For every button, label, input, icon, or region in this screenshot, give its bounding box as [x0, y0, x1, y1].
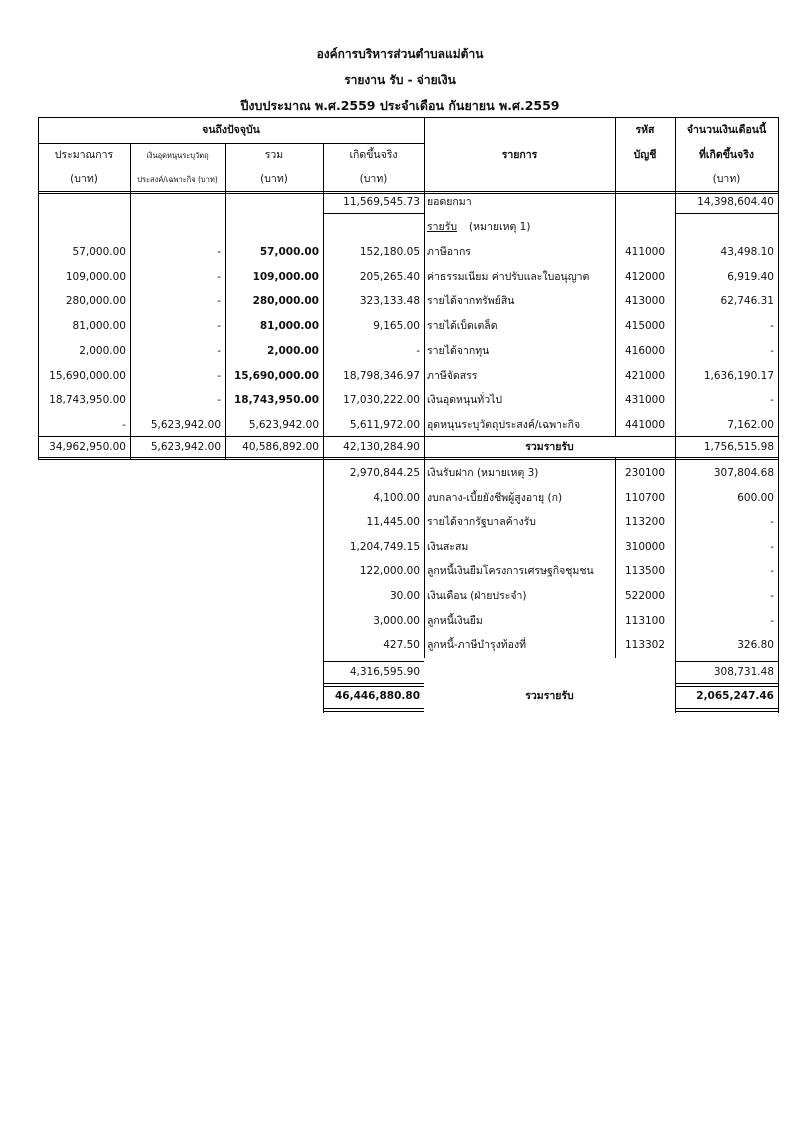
other-code: 110700: [624, 492, 666, 504]
income-item: ภาษีอากร: [427, 246, 471, 258]
income-item: รายได้จากทรัพย์สิน: [427, 295, 515, 307]
row-rule: [38, 457, 778, 458]
total-item: รวมรายรับ: [525, 441, 574, 453]
row-rule: [323, 661, 424, 662]
carry-actual: 11,569,545.73: [343, 196, 420, 208]
other-item: ลูกหนี้เงินยืมโครงการเศรษฐกิจชุมชน: [427, 565, 594, 577]
income-actual: 205,265.40: [359, 271, 420, 283]
income-month: -: [770, 320, 774, 332]
income-estimate: 15,690,000.00: [49, 370, 126, 382]
income-subsidy: -: [217, 271, 221, 283]
row-rule: [38, 143, 424, 144]
row-rule: [323, 683, 424, 684]
other-actual: 1,204,749.15: [349, 541, 420, 553]
grand-total-item: รวมรายรับ: [525, 690, 574, 702]
column-rule: [130, 143, 131, 460]
header-code: รหัส: [635, 124, 655, 136]
column-rule: [778, 117, 779, 460]
grand-total-month: 2,065,247.46: [696, 690, 774, 702]
total-subsidy: 5,623,942.00: [150, 441, 221, 453]
other-code: 113100: [624, 615, 666, 627]
income-total: 81,000.00: [259, 320, 319, 332]
row-rule: [38, 193, 778, 194]
other-item: เงินเดือน (ฝ่ายประจำ): [427, 590, 527, 602]
row-rule: [323, 711, 424, 712]
column-rule: [675, 117, 676, 460]
income-total: 280,000.00: [252, 295, 319, 307]
income-item: เงินอุดหนุนทั่วไป: [427, 394, 503, 406]
other-item: รายได้จากรัฐบาลค้างรับ: [427, 516, 536, 528]
income-code: 412000: [624, 271, 666, 283]
income-actual: 9,165.00: [373, 320, 420, 332]
other-code: 522000: [624, 590, 666, 602]
income-actual: -: [416, 345, 420, 357]
row-rule: [675, 686, 778, 687]
header-actual: เกิดขึ้นจริง: [349, 149, 398, 161]
income-month: 43,498.10: [720, 246, 774, 258]
row-rule: [38, 459, 778, 460]
income-month: -: [770, 394, 774, 406]
row-rule: [38, 436, 778, 437]
income-item: ค่าธรรมเนียม ค่าปรับและใบอนุญาต: [427, 271, 590, 283]
income-total: 18,743,950.00: [233, 394, 319, 406]
other-month: 326.80: [737, 639, 774, 651]
income-total: 5,623,942.00: [248, 419, 319, 431]
other-code: 230100: [624, 467, 666, 479]
row-rule: [675, 213, 778, 214]
header-baht: (บาท): [70, 173, 98, 185]
income-code: 416000: [624, 345, 666, 357]
other-code: 310000: [624, 541, 666, 553]
header-month-2: ที่เกิดขึ้นจริง: [699, 149, 754, 161]
row-rule: [323, 708, 424, 709]
income-subsidy: 5,623,942.00: [150, 419, 221, 431]
grand-total-actual: 46,446,880.80: [334, 690, 420, 702]
header-to-date: จนถึงปัจจุบัน: [202, 124, 260, 136]
income-subsidy: -: [217, 370, 221, 382]
carry-month: 14,398,604.40: [697, 196, 774, 208]
income-estimate: 2,000.00: [79, 345, 126, 357]
other-month: -: [770, 541, 774, 553]
income-item: ภาษีจัดสรร: [427, 370, 478, 382]
income-total: 109,000.00: [252, 271, 319, 283]
other-item: เงินรับฝาก (หมายเหตุ 3): [427, 467, 539, 479]
row-rule: [38, 117, 778, 118]
income-actual: 5,611,972.00: [349, 419, 420, 431]
income-total: 57,000.00: [259, 246, 319, 258]
total-total: 40,586,892.00: [242, 441, 319, 453]
income-estimate: 81,000.00: [72, 320, 126, 332]
report-period: ปีงบประมาณ พ.ศ.2559 ประจำเดือน กันยายน พ.ศ.2559: [240, 98, 560, 113]
income-item: รายได้จากทุน: [427, 345, 490, 357]
row-rule: [675, 708, 778, 709]
header-baht: (บาท): [712, 173, 741, 185]
other-actual: 30.00: [389, 590, 420, 602]
column-rule: [615, 457, 616, 658]
total-actual: 42,130,284.90: [343, 441, 420, 453]
income-item: รายได้เบ็ดเตล็ด: [427, 320, 498, 332]
column-rule: [38, 117, 39, 460]
column-rule: [323, 143, 324, 460]
row-rule: [323, 686, 424, 687]
other-month: -: [770, 516, 774, 528]
income-actual: 152,180.05: [359, 246, 420, 258]
income-code: 411000: [624, 246, 666, 258]
header-month: จำนวนเงินเดือนนี้: [686, 124, 767, 136]
total-estimate: 34,962,950.00: [49, 441, 126, 453]
other-actual: 2,970,844.25: [349, 467, 420, 479]
income-subsidy: -: [217, 246, 221, 258]
income-month: 1,636,190.17: [703, 370, 774, 382]
column-rule: [424, 457, 425, 658]
header-subsidy: เงินอุดหนุนระบุวัตถุ: [146, 151, 209, 160]
row-rule: [675, 711, 778, 712]
income-code: 421000: [624, 370, 666, 382]
other-actual: 4,100.00: [373, 492, 420, 504]
other-actual: 11,445.00: [366, 516, 420, 528]
income-estimate: 280,000.00: [65, 295, 126, 307]
column-rule: [778, 457, 779, 713]
header-subsidy-2: ประสงค์/เฉพาะกิจ (บาท): [137, 175, 218, 184]
row-rule: [675, 661, 778, 662]
other-item: ลูกหนี้เงินยืม: [427, 615, 483, 627]
income-actual: 17,030,222.00: [343, 394, 420, 406]
row-rule: [323, 213, 424, 214]
income-subsidy: -: [217, 394, 221, 406]
income-estimate: -: [122, 419, 126, 431]
income-estimate: 109,000.00: [65, 271, 126, 283]
header-code-2: บัญชี: [633, 149, 657, 161]
header-total: รวม: [264, 149, 284, 161]
total-month: 1,756,515.98: [703, 441, 774, 453]
income-month: 62,746.31: [720, 295, 774, 307]
column-rule: [323, 457, 324, 713]
income-actual: 18,798,346.97: [343, 370, 420, 382]
other-actual: 427.50: [383, 639, 420, 651]
column-rule: [615, 117, 616, 437]
header-estimate: ประมาณการ: [54, 149, 114, 161]
other-code: 113200: [624, 516, 666, 528]
other-code: 113302: [624, 639, 666, 651]
other-item: เงินสะสม: [427, 541, 469, 553]
carry-item: ยอดยกมา: [427, 196, 472, 208]
other-item: งบกลาง-เบี้ยยังชีพผู้สูงอายุ (ก): [427, 492, 563, 504]
other-item: ลูกหนี้-ภาษีบำรุงท้องที่: [427, 639, 527, 651]
other-total-month: 308,731.48: [713, 666, 774, 678]
org-name: องค์การบริหารส่วนตำบลแม่ต้าน: [316, 47, 484, 61]
other-month: -: [770, 565, 774, 577]
income-total: 2,000.00: [267, 345, 319, 357]
other-total-actual: 4,316,595.90: [349, 666, 420, 678]
income-item: อุดหนุนระบุวัตถุประสงค์/เฉพาะกิจ: [427, 419, 581, 431]
income-estimate: 18,743,950.00: [49, 394, 126, 406]
income-code: 431000: [624, 394, 666, 406]
column-rule: [225, 143, 226, 460]
other-month: 307,804.68: [713, 467, 774, 479]
income-estimate: 57,000.00: [72, 246, 126, 258]
header-item: รายการ: [501, 149, 538, 161]
other-actual: 122,000.00: [359, 565, 420, 577]
column-rule: [675, 457, 676, 713]
income-subsidy: -: [217, 320, 221, 332]
income-month: 6,919.40: [727, 271, 774, 283]
income-note: (หมายเหตุ 1): [469, 221, 531, 233]
row-rule: [675, 683, 778, 684]
income-code: 413000: [624, 295, 666, 307]
income-code: 415000: [624, 320, 666, 332]
income-subsidy: -: [217, 295, 221, 307]
income-subsidy: -: [217, 345, 221, 357]
income-month: -: [770, 345, 774, 357]
income-label: รายรับ: [427, 221, 457, 233]
column-rule: [424, 117, 425, 460]
header-baht: (บาท): [260, 173, 288, 185]
other-month: 600.00: [737, 492, 774, 504]
income-total: 15,690,000.00: [233, 370, 319, 382]
income-code: 441000: [624, 419, 666, 431]
income-actual: 323,133.48: [359, 295, 420, 307]
other-code: 113500: [624, 565, 666, 577]
row-rule: [38, 191, 778, 192]
other-actual: 3,000.00: [373, 615, 420, 627]
other-month: -: [770, 615, 774, 627]
other-month: -: [770, 590, 774, 602]
report-title: รายงาน รับ - จ่ายเงิน: [344, 73, 456, 87]
income-month: 7,162.00: [727, 419, 774, 431]
header-baht: (บาท): [359, 173, 388, 185]
